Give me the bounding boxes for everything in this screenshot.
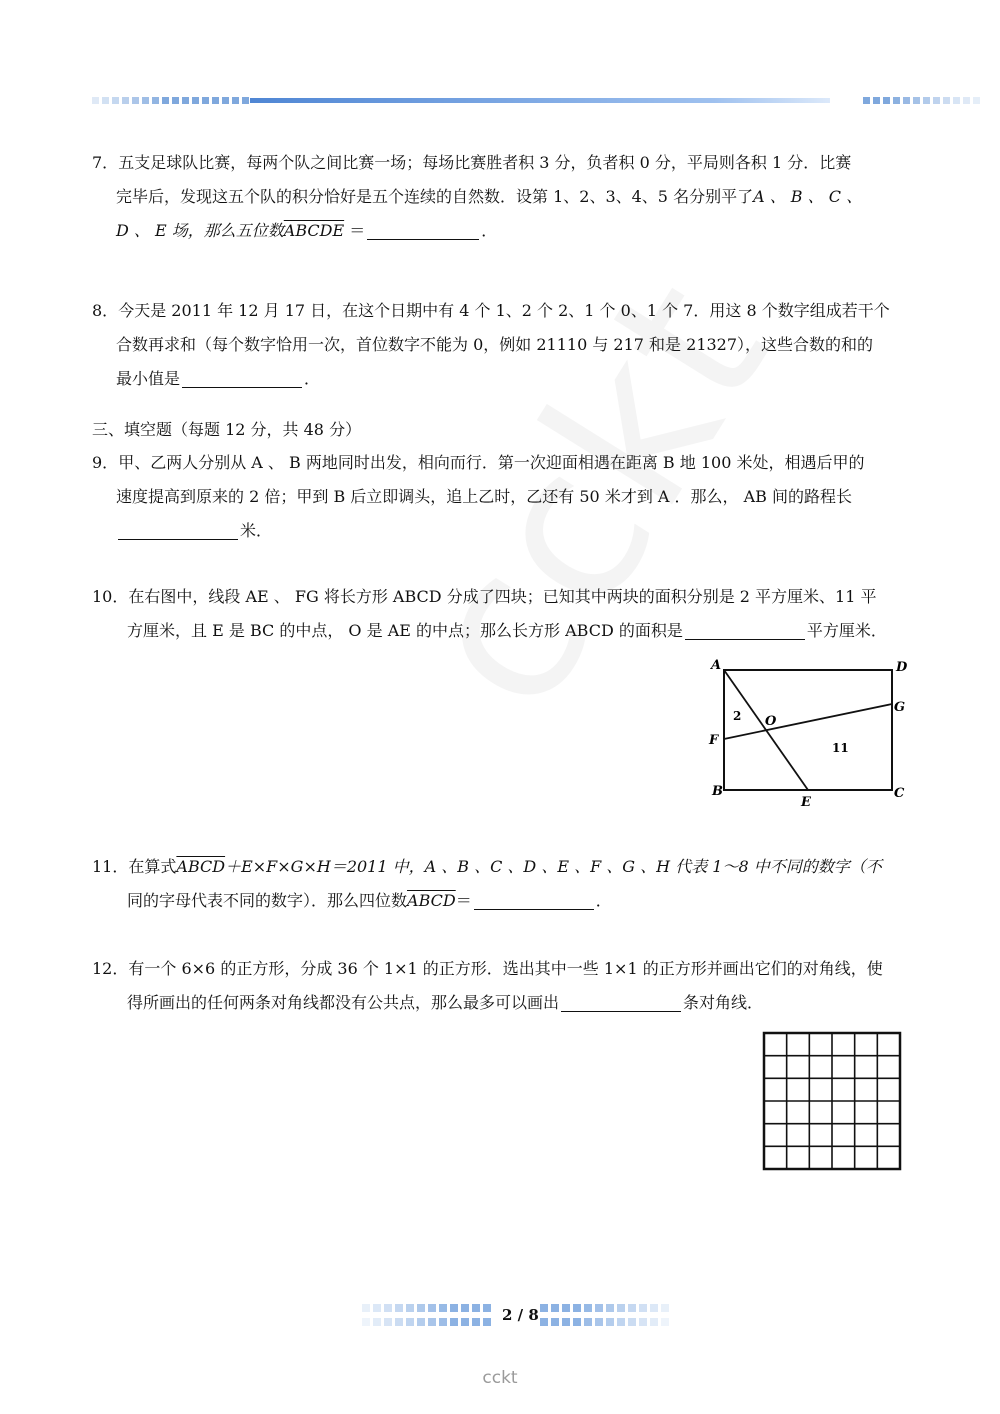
brand-footer: cckt	[482, 1368, 518, 1388]
answer-blank[interactable]	[367, 221, 479, 240]
area-label-large: 11	[832, 741, 849, 755]
question-text: 平方厘米．	[806, 621, 887, 640]
question-text: 同的字母代表不同的数字）．那么四位数	[127, 891, 408, 910]
overlined-number: ABCD	[176, 857, 226, 876]
question-text: 米．	[240, 521, 273, 540]
section-heading: 三、填空题（每题 12 分，共 48 分）	[92, 420, 362, 439]
answer-blank[interactable]	[118, 521, 238, 540]
label-e: E	[801, 795, 811, 810]
header-line	[250, 98, 830, 103]
question-number: 7．	[92, 153, 119, 172]
question-text: D 、 E 场，那么五位数	[116, 221, 284, 240]
question-10	[92, 580, 912, 648]
question-text: 在算式	[128, 857, 177, 876]
punctuation: ．	[595, 891, 612, 910]
answer-blank[interactable]	[561, 993, 681, 1012]
question-text: 今天是 2011 年 12 月 17 日，在这个日期中有 4 个 1、2 个 2、1 个 0、1 个 7．用这 8 个数字组成若干个	[118, 301, 890, 320]
question-text: 方厘米，且 E 是 BC 的中点， O 是 AE 的中点；那么长方形 ABCD 的面积是	[127, 621, 683, 640]
question-text: 合数再求和（每个数字恰用一次，首位数字不能为 0，例如 21110 与 217 和是 21327），这些合数的和的	[116, 335, 874, 354]
question-7	[92, 146, 912, 248]
question-text: 条对角线．	[683, 993, 764, 1012]
page-number: 2 / 8	[502, 1306, 539, 1324]
footer-decoration	[362, 1302, 672, 1328]
footer-squares-left-top	[362, 1304, 491, 1312]
equation-text: ＋E×F×G×H＝2011 中，A 、B 、C 、D 、E 、F 、G 、H 代表 1～8 中不同的数字（不	[225, 857, 882, 876]
header-squares-right	[863, 97, 980, 104]
overlined-number: ABCD	[407, 891, 456, 910]
question-number: 8．	[92, 301, 119, 320]
question-text: 有一个 6×6 的正方形，分成 36 个 1×1 的正方形．选出其中一些 1×1 的正方形并画出它们的对角线，使	[128, 959, 883, 978]
question-text: 在右图中，线段 AE 、 FG 将长方形 ABCD 分成了四块；已知其中两块的面积分别是 2 平方厘米、11 平	[128, 587, 877, 606]
footer-squares-left-bottom	[362, 1318, 491, 1326]
header-decoration	[92, 97, 980, 104]
question-text: 五支足球队比赛，每两个队之间比赛一场；每场比赛胜者积 3 分，负者积 0 分，平局则各积 1 分．比赛	[118, 153, 852, 172]
punctuation: ．	[304, 369, 321, 388]
label-o: O	[765, 714, 777, 729]
question-number: 10．	[92, 587, 129, 606]
question-8	[92, 294, 912, 396]
answer-blank[interactable]	[474, 891, 594, 910]
rectangle-figure	[700, 652, 920, 812]
question-text: 甲、乙两人分别从 A 、 B 两地同时出发，相向而行．第一次迎面相遇在距离 B 地 100 米处，相遇后甲的	[118, 453, 865, 472]
answer-blank[interactable]	[182, 369, 302, 388]
question-9	[92, 446, 912, 548]
question-text: 得所画出的任何两条对角线都没有公共点，那么最多可以画出	[127, 993, 560, 1012]
label-c: C	[894, 786, 905, 801]
label-f: F	[709, 733, 719, 748]
footer-squares-right-bottom	[540, 1318, 669, 1326]
punctuation: ．	[481, 221, 498, 240]
grid-figure	[762, 1031, 902, 1171]
question-number: 12．	[92, 959, 129, 978]
question-number: 9．	[92, 453, 119, 472]
label-b: B	[712, 784, 723, 799]
question-text: 最小值是	[116, 369, 181, 388]
question-11	[92, 850, 912, 918]
label-d: D	[896, 660, 908, 675]
label-a: A	[711, 658, 722, 673]
equals-sign: ＝	[455, 891, 472, 910]
question-12	[92, 952, 912, 1020]
question-text: 速度提高到原来的 2 倍；甲到 B 后立即调头，追上乙时，乙还有 50 米才到 A ．那么， AB 间的路程长	[116, 487, 853, 506]
header-squares-left	[92, 97, 249, 104]
variable-list: A 、 B 、 C 、	[753, 187, 863, 206]
area-label-small: 2	[733, 709, 742, 723]
footer-squares-right-top	[540, 1304, 669, 1312]
label-g: G	[894, 700, 906, 715]
question-text: 完毕后，发现这五个队的积分恰好是五个连续的自然数．设第 1、2、3、4、5 名分别平了	[116, 187, 754, 206]
rectangle-abcd	[724, 670, 892, 790]
equals-sign: ＝	[344, 221, 366, 240]
answer-blank[interactable]	[685, 621, 805, 640]
segment-fg	[724, 704, 892, 739]
overlined-number: ABCDE	[283, 221, 345, 240]
question-number: 11．	[92, 857, 129, 876]
